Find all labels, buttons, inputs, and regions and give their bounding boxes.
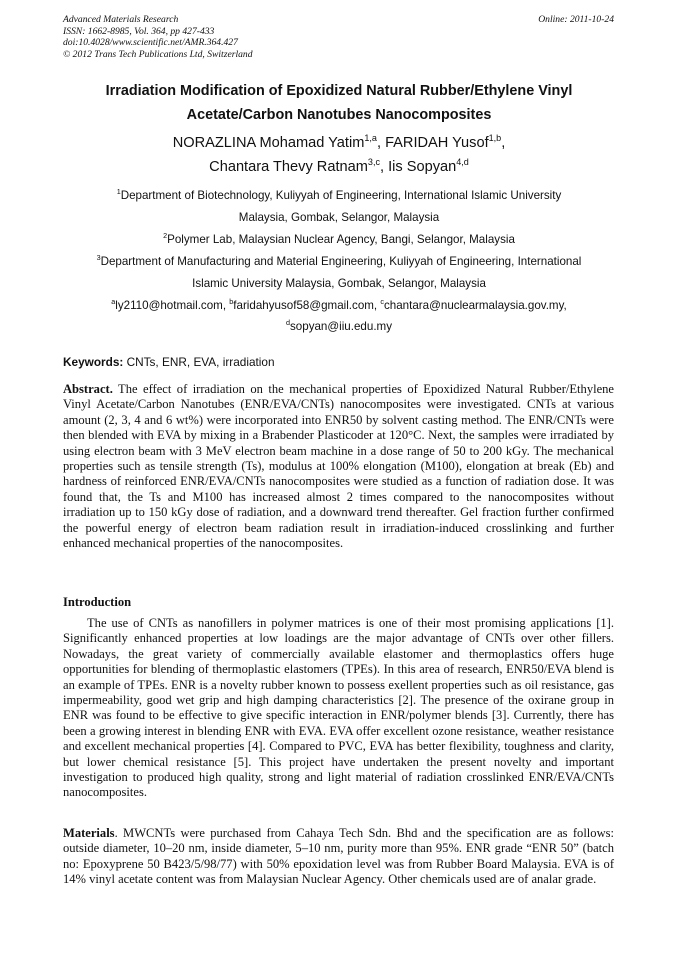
email-superscript: d: [286, 318, 290, 328]
author-name: FARIDAH Yusof: [385, 135, 489, 151]
abstract-label: Abstract.: [63, 382, 113, 396]
author-name: NORAZLINA Mohamad Yatim: [172, 135, 365, 151]
keywords-text: CNTs, ENR, EVA, irradiation: [123, 355, 275, 369]
journal-header: [63, 14, 614, 60]
affiliation-text: Polymer Lab, Malaysian Nuclear Agency, Bangi, Selangor, Malaysia: [167, 232, 515, 246]
doi-line: doi:10.4028/www.scientific.net/AMR.364.427: [63, 37, 238, 48]
email-line-1: [55, 295, 623, 317]
author-line-2: Chantara Thevy Ratnam$^{3,c}$, Iis Sopyan$^{4,d}$: [209, 157, 469, 175]
introduction-text: The use of CNTs as nanofillers in polymer matrices is one of their most promising applications [1]. Significantly enhanced properties at low loadings are the major advantage of CNTs over other fillers. Nowadays, the great variety of commercially available elastomer and thermoplastics offers huge opportunities for blending of thermoplastic elastomers (TPEs). In this area of research, ENR50/EVA blend is an example of TPEs. ENR is a novelty rubber known to possess exellent properties such as oil resistance, gas impermeability, good wet grip and high damping characteristics [2]. The presence of the oxirane group in ENR was found to be effective to give specific interaction in ENR/polymer blends [3]. Currently, there has been a growing interest in blending ENR with EVA. EVA offer excellent ozone resistance, weather resistance and excellent mechanical properties [4]. Compared to PVC, EVA has better flexibility, toughness and clarity, but lower chemical resistance [5]. This project have undertaken the present novelty and important investigation to produced high quality, strong and light material of radiation crosslinked ENR/EVA/CNTs nanocomposites.: [63, 616, 614, 800]
author-superscript: 3,c: [367, 157, 380, 168]
abstract-text: The effect of irradiation on the mechanical properties of Epoxidized Natural Rubber/Ethylene Vinyl Acetate/Carbon Nanotubes (ENR/EVA/CNTs) nanocomposites were investigated. CNTs at various amount (2, 3, 4 and 6 wt%) were incorporated into ENR50 by solvent casting method. The ENR/CNTs were then blended with EVA by mixing in a Brabender Plasticoder at 120°C. Next, the samples were irradiated by using electron beam with 3 MeV electron beam machine in a dose range of 50 to 200 kGy. The mechanical properties such as tensile strength (Ts), modulus at 100% elongation (M100), elongation at break (Eb) and hardness of reinforced ENR/EVA/CNTs nanocomposites were studied as a function of radiation dose. It was found that, the Ts and M100 has increased almost 2 times compared to the nanocomposites without irradiation up to 150 kGy dose of radiation, and a downward trend thereafter. Gel fraction further confirmed the powerful energy of electron beam radiation result in irradiation-induced crosslinking and further enhanced mechanical properties of the nanocomposites.: [63, 382, 614, 551]
affiliation-superscript: 1: [116, 187, 121, 197]
keywords-label: Keywords:: [63, 355, 124, 369]
online-date: Online: 2011-10-24: [538, 14, 614, 25]
affiliation-superscript: 3: [96, 252, 101, 262]
email-line-2: [55, 316, 623, 338]
email-address: sopyan@iiu.edu.my: [290, 320, 392, 334]
affiliation-superscript: 2: [163, 230, 168, 240]
affiliation-text: Department of Biotechnology, Kuliyyah of Engineering, International Islamic University: [120, 189, 562, 202]
author-name: Iis Sopyan: [388, 159, 457, 175]
materials-paragraph: [63, 826, 614, 888]
issn-line: ISSN: 1662-8985, Vol. 364, pp 427-433: [63, 25, 215, 37]
journal-name: Advanced Materials Research: [63, 14, 179, 25]
affiliation-3: [55, 251, 623, 273]
abstract: [63, 382, 614, 551]
copyright-line: © 2012 Trans Tech Publications Ltd, Switzerland: [63, 48, 253, 60]
author-superscript: 1,a: [364, 133, 377, 144]
email-superscript: b: [229, 296, 234, 306]
introduction-heading: Introduction: [63, 595, 132, 609]
title-line-2: Acetate/Carbon Nanotubes Nanocomposites: [186, 107, 492, 123]
materials-text: . MWCNTs were purchased from Cahaya Tech Sdn. Bhd and the specification are as follows: outside diameter, 10–20 nm, inside diameter, 5–10 nm, purity more than 95%. ENR grade “ENR 50” (batch no: Epoxyprene 50 B423/5/98/77) with 50% epoxidation level was from Rubber Board Malaysia. EVA is of 14% vinyl acetate content was from Malaysian Nuclear Agency. Other chemicals used are of analar grade.: [63, 826, 614, 887]
materials-label: Materials: [63, 826, 115, 840]
affiliation-1-cont: Malaysia, Gombak, Selangor, Malaysia: [238, 210, 440, 224]
title-line-1: Irradiation Modification of Epoxidized Natural Rubber/Ethylene Vinyl: [105, 83, 573, 99]
email-address: ly2110@hotmail.com,: [115, 298, 230, 312]
email-superscript: c: [380, 296, 384, 306]
author-superscript: 4,d: [456, 157, 469, 168]
keywords: [63, 355, 275, 369]
author-list: [40, 131, 638, 179]
author-superscript: 1,b: [488, 133, 502, 144]
email-address: chantara@nuclearmalaysia.gov.my,: [383, 298, 567, 312]
affiliations: [55, 185, 623, 338]
affiliation-2: [55, 229, 623, 251]
affiliation-3-cont: Islamic University Malaysia, Gombak, Selangor, Malaysia: [192, 276, 486, 290]
affiliation-text: Department of Manufacturing and Material Engineering, Kuliyyah of Engineering, International: [100, 254, 582, 268]
author-name: Chantara Thevy Ratnam: [209, 159, 368, 175]
affiliation-1: [55, 185, 623, 207]
paper-title: [50, 79, 628, 127]
email-address: faridahyusof58@gmail.com,: [233, 298, 381, 312]
author-line-1: NORAZLINA Mohamad Yatim$^{1,a}$, FARIDAH Yusof$^{1,b}$,: [172, 133, 506, 151]
email-superscript: a: [111, 296, 116, 306]
